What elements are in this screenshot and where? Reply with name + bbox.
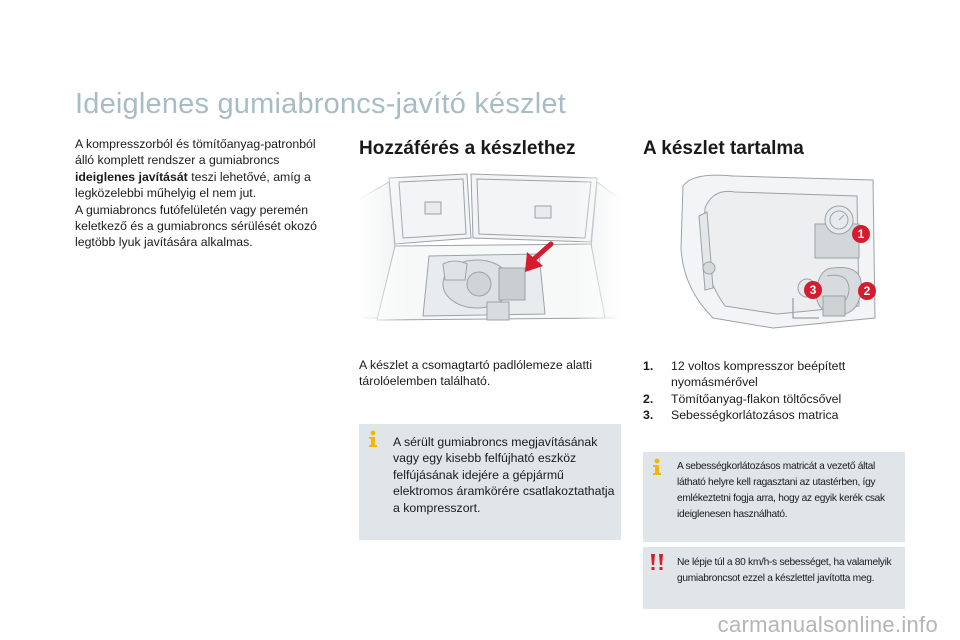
callout-1 [852, 225, 870, 243]
contents-heading: A készlet tartalma [643, 138, 804, 159]
intro-paragraph-2: A gumiabroncs futófelületén vagy peremén keletkező és a gumiabroncs sérülését okozó legtöbb lyuk javítására alkalmas. [75, 202, 317, 250]
sticker-info-box [643, 452, 905, 542]
compressor-info-box [359, 424, 621, 540]
speed-warning-box [643, 547, 905, 609]
compressor-info-text: A sérült gumiabroncs megjavításának vagy egy kisebb felfújható eszköz felfújásának idejére a gépjármű elektromos áramkörére csatlakoztathatja a kompresszort. [393, 435, 615, 515]
page-title: Ideiglenes gumiabroncs-javító készlet [75, 88, 566, 120]
intro-paragraph-1 [75, 136, 333, 202]
intro-text [75, 136, 333, 251]
kit-illustration [643, 168, 905, 336]
callout-2 [858, 282, 876, 300]
kit-location-text: A készlet a csomagtartó padlólemeze alatti tárolóelemben található. [359, 358, 593, 389]
watermark: carmanualsonline.info [717, 612, 938, 637]
svg-text:2: 2 [863, 284, 871, 298]
info-icon [649, 458, 665, 476]
list-item: 1. 12 voltos kompresszor beépített nyomásmérővel [643, 359, 846, 390]
intro-part1: A kompresszorból és tömítőanyag-patronból álló komplett rendszer a gumiabroncs [75, 137, 316, 168]
sticker-info-text: A sebességkorlátozásos matricát a vezető által látható helyre kell ragasztani az utastérben, így emlékeztetni fogja arra, hogy az egyik kerék csak ideiglenesen használható. [677, 461, 885, 520]
list-item: 3. Sebességkorlátozásos matrica [643, 408, 839, 423]
speed-warning-text: Ne lépje túl a 80 km/h-s sebességet, ha valamelyik gumiabroncsot ezzel a készlettel javította meg. [677, 557, 892, 584]
access-heading: Hozzáférés a készlethez [359, 138, 576, 159]
trunk-illustration [359, 168, 621, 336]
svg-text:3: 3 [809, 283, 817, 297]
list-item: 2. Tömítőanyag-flakon töltőcsővel [643, 391, 842, 406]
info-icon [365, 430, 381, 448]
callout-3 [804, 281, 822, 299]
svg-text:1: 1 [857, 227, 865, 241]
intro-part2: teszi lehetővé, amíg a legközelebbi műhelyig el nem jut. [75, 169, 311, 201]
intro-bold: ideiglenes javítását [75, 169, 188, 184]
warning-icon [649, 553, 665, 571]
kit-contents-list [643, 358, 905, 424]
